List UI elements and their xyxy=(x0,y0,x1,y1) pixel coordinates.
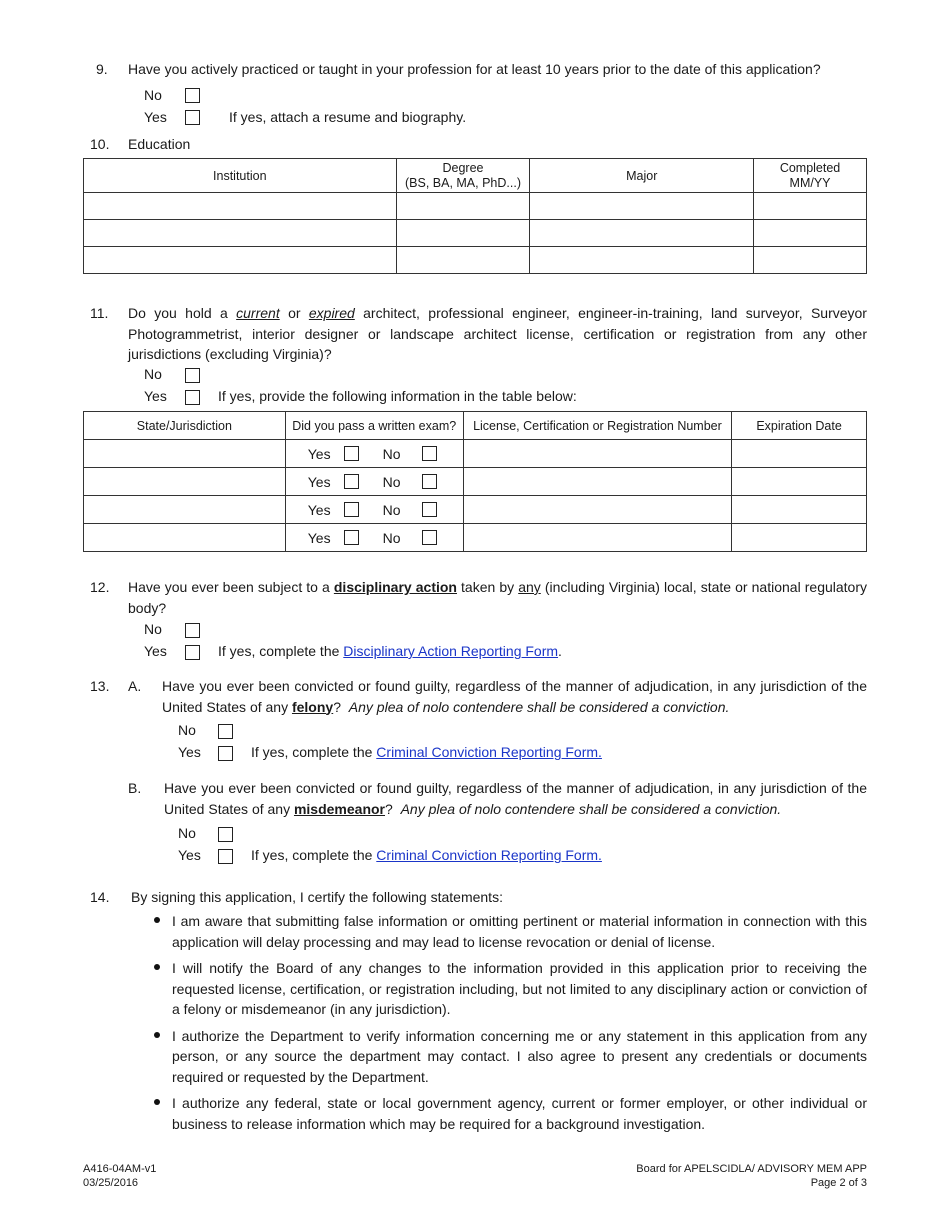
license-cell-input[interactable] xyxy=(84,496,286,524)
license-cell-input[interactable] xyxy=(84,468,286,496)
exam-no-checkbox[interactable] xyxy=(422,530,437,545)
education-cell-input[interactable] xyxy=(754,220,867,247)
page-number: Page 2 of 3 xyxy=(810,1177,867,1189)
q13-b-no-checkbox[interactable] xyxy=(218,827,233,842)
education-cell-input[interactable] xyxy=(84,193,397,220)
certification-list xyxy=(172,911,867,1140)
form-id: A416-04AM-v1 xyxy=(83,1163,157,1175)
education-cell-input[interactable] xyxy=(84,220,397,247)
q11-yes-label: Yes xyxy=(144,388,167,404)
license-cell-input[interactable] xyxy=(463,468,732,496)
q9-no-checkbox[interactable] xyxy=(185,88,200,103)
education-cell-input[interactable] xyxy=(396,193,530,220)
license-header-expiration: Expiration Date xyxy=(732,412,867,440)
table-row xyxy=(84,468,867,496)
q9-no-label: No xyxy=(144,87,162,103)
q9-number: 9. xyxy=(96,61,108,77)
license-header-number: License, Certification or Registration Number xyxy=(463,412,732,440)
table-row xyxy=(84,524,867,552)
bullet-dot xyxy=(154,1032,160,1038)
q14-text: By signing this application, I certify the following statements: xyxy=(131,889,503,905)
table-row xyxy=(84,496,867,524)
q13-number: 13. xyxy=(90,678,110,694)
q10-number: 10. xyxy=(90,136,110,152)
license-cell-input[interactable] xyxy=(732,496,867,524)
license-cell-input[interactable] xyxy=(732,440,867,468)
education-header-completed: Completed MM/YY xyxy=(754,159,867,193)
license-cell-input[interactable] xyxy=(463,440,732,468)
q11-no-label: No xyxy=(144,366,162,382)
q12-yes-checkbox[interactable] xyxy=(185,645,200,660)
q11-no-checkbox[interactable] xyxy=(185,368,200,383)
q11-yes-checkbox[interactable] xyxy=(185,390,200,405)
q12-yes-note: If yes, complete the Disciplinary Action Reporting Form. xyxy=(218,643,562,659)
exam-no-checkbox[interactable] xyxy=(422,474,437,489)
list-item: I authorize the Department to verify information concerning me or any statement in this application from any person, or any source the department may contact. I also agree to present any credentials or documents required or requested by the Department. xyxy=(172,1026,867,1088)
criminal-conviction-form-link[interactable]: Criminal Conviction Reporting Form. xyxy=(376,847,602,863)
q13-a-no-label: No xyxy=(178,722,196,738)
table-row xyxy=(84,220,867,247)
bullet-dot xyxy=(154,917,160,923)
list-item: I am aware that submitting false information or omitting pertinent or material information in connection with this application will delay processing and may lead to license revocation or denial of license. xyxy=(172,911,867,952)
education-cell-input[interactable] xyxy=(396,247,530,274)
license-cell-input[interactable] xyxy=(463,496,732,524)
footer-left xyxy=(83,1162,156,1190)
criminal-conviction-form-link[interactable]: Criminal Conviction Reporting Form. xyxy=(376,744,602,760)
q13-b-yes-label: Yes xyxy=(178,847,201,863)
exam-yes-no: Yes No xyxy=(285,468,463,496)
q12-no-checkbox[interactable] xyxy=(185,623,200,638)
education-cell-input[interactable] xyxy=(84,247,397,274)
q9-text: Have you actively practiced or taught in your profession for at least 10 years prior to the date of this application? xyxy=(128,61,821,77)
q13-a-label: A. xyxy=(128,678,142,694)
exam-yes-no: Yes No xyxy=(285,496,463,524)
exam-yes-checkbox[interactable] xyxy=(344,474,359,489)
board-name: Board for APELSCIDLA/ ADVISORY MEM APP xyxy=(636,1163,867,1175)
disciplinary-action-form-link[interactable]: Disciplinary Action Reporting Form xyxy=(343,643,559,659)
exam-yes-checkbox[interactable] xyxy=(344,530,359,545)
license-header-exam: Did you pass a written exam? xyxy=(285,412,463,440)
q13-b-yes-note: If yes, complete the Criminal Conviction Reporting Form. xyxy=(251,847,602,863)
q13-b-yes-checkbox[interactable] xyxy=(218,849,233,864)
education-cell-input[interactable] xyxy=(530,193,754,220)
exam-yes-checkbox[interactable] xyxy=(344,446,359,461)
form-date: 03/25/2016 xyxy=(83,1177,139,1189)
education-cell-input[interactable] xyxy=(530,247,754,274)
license-header-state: State/Jurisdiction xyxy=(84,412,286,440)
education-cell-input[interactable] xyxy=(754,193,867,220)
q13-a-yes-note: If yes, complete the Criminal Conviction Reporting Form. xyxy=(251,744,602,760)
license-cell-input[interactable] xyxy=(84,440,286,468)
exam-yes-no: Yes No xyxy=(285,440,463,468)
q12-no-label: No xyxy=(144,621,162,637)
exam-no-checkbox[interactable] xyxy=(422,502,437,517)
education-table xyxy=(83,158,867,274)
q14-number: 14. xyxy=(90,889,110,905)
education-header-degree: Degree (BS, BA, MA, PhD...) xyxy=(396,159,530,193)
education-cell-input[interactable] xyxy=(530,220,754,247)
q13-a-no-checkbox[interactable] xyxy=(218,724,233,739)
table-row xyxy=(84,247,867,274)
bullet-dot xyxy=(154,1099,160,1105)
q9-yes-checkbox[interactable] xyxy=(185,110,200,125)
table-row xyxy=(84,440,867,468)
table-row xyxy=(84,193,867,220)
license-cell-input[interactable] xyxy=(84,524,286,552)
q11-text: Do you hold a current or expired architect, professional engineer, engineer-in-training, land surveyor, Surveyor Photogrammetrist, interior designer or landscape architect license, certification or registration from any other jurisdictions (excluding Virginia)? xyxy=(128,305,867,362)
list-item: I will notify the Board of any changes to the information provided in this application prior to receiving the requested license, certification, or registration including, but not limited to any disciplinary action or conviction of a felony or misdemeanor (in any jurisdiction). xyxy=(172,958,867,1020)
q9-yes-note: If yes, attach a resume and biography. xyxy=(229,109,467,125)
bullet-dot xyxy=(154,964,160,970)
footer-right xyxy=(636,1162,867,1190)
q12-text: Have you ever been subject to a disciplinary action taken by any (including Virginia) local, state or national regulatory body? xyxy=(128,579,868,616)
list-item: I authorize any federal, state or local government agency, current or former employer, or other individual or business to release information which may be required for a background investigation. xyxy=(172,1093,867,1134)
q13-a-text: Have you ever been convicted or found guilty, regardless of the manner of adjudication, in any jurisdiction of the United States of any felony? Any plea of nolo contendere shall be considered a conviction. xyxy=(162,678,867,715)
license-cell-input[interactable] xyxy=(732,524,867,552)
q10-text: Education xyxy=(128,136,191,152)
exam-yes-no: Yes No xyxy=(285,524,463,552)
q9-yes-label: Yes xyxy=(144,109,167,125)
education-header-institution: Institution xyxy=(84,159,397,193)
q13-a-yes-label: Yes xyxy=(178,744,201,760)
q13-b-text: Have you ever been convicted or found guilty, regardless of the manner of adjudication, in any jurisdiction of the United States of any misdemeanor? Any plea of nolo contendere shall be considered a conviction. xyxy=(164,780,867,817)
q13-b-label: B. xyxy=(128,780,142,796)
exam-yes-checkbox[interactable] xyxy=(344,502,359,517)
education-header-major: Major xyxy=(530,159,754,193)
q12-number: 12. xyxy=(90,579,110,595)
license-cell-input[interactable] xyxy=(732,468,867,496)
q13-a-yes-checkbox[interactable] xyxy=(218,746,233,761)
q11-number: 11. xyxy=(90,305,109,321)
education-cell-input[interactable] xyxy=(396,220,530,247)
exam-no-checkbox[interactable] xyxy=(422,446,437,461)
q13-b-no-label: No xyxy=(178,825,196,841)
license-table xyxy=(83,411,867,552)
education-cell-input[interactable] xyxy=(754,247,867,274)
q11-yes-note: If yes, provide the following information in the table below: xyxy=(218,388,577,404)
license-cell-input[interactable] xyxy=(463,524,732,552)
q12-yes-label: Yes xyxy=(144,643,167,659)
